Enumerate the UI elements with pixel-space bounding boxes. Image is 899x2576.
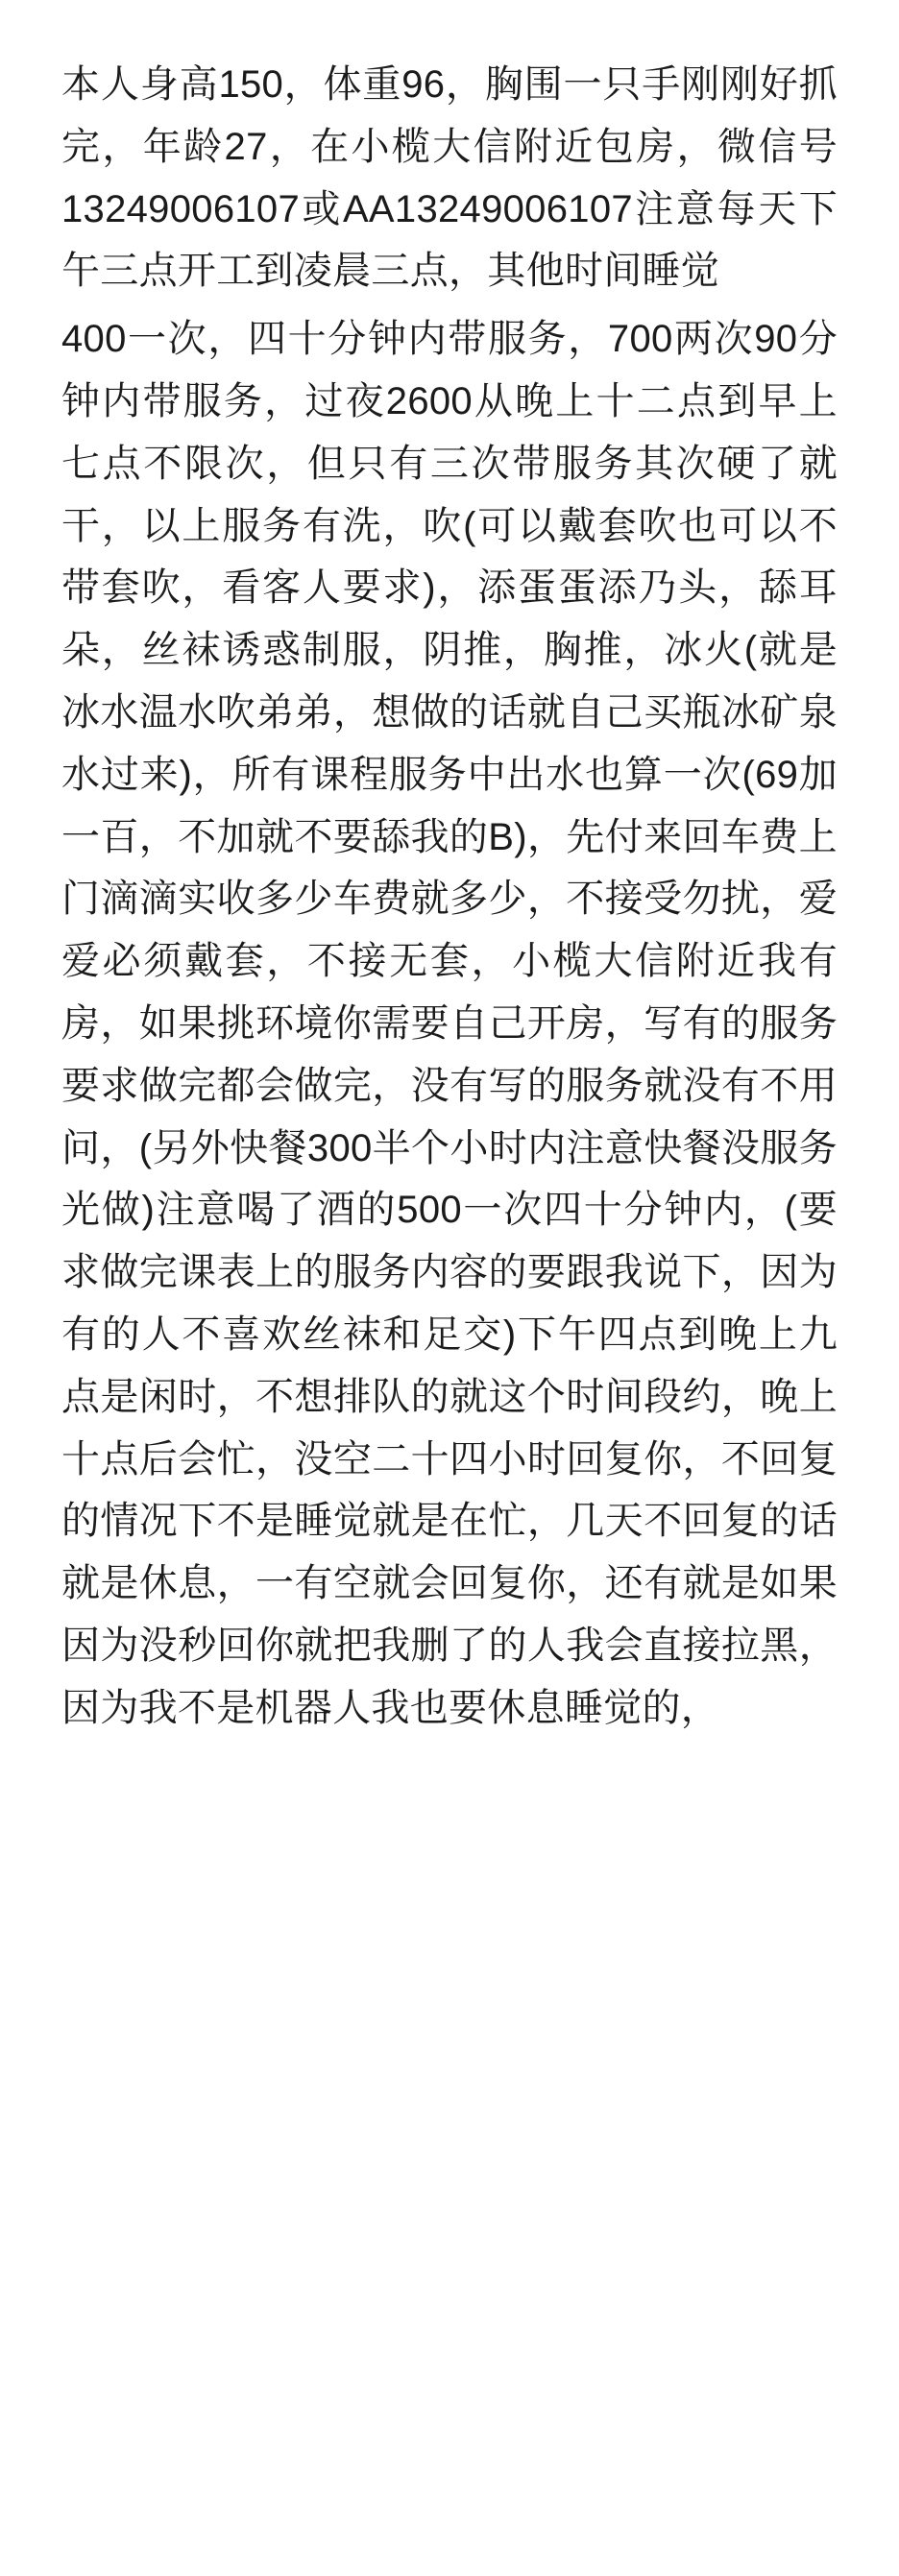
paragraph-1: 本人身高150，体重96，胸围一只手刚刚好抓完，年龄27，在小榄大信附近包房，微信号13249006107或AA13249006107注意每天下午三点开工到凌晨三点，其他时间睡觉 [61,63,838,293]
document-body [61,54,838,1740]
paragraph-2: 400一次，四十分钟内带服务，700两次90分钟内带服务，过夜2600从晚上十二点到早上七点不限次，但只有三次带服务其次硬了就干，以上服务有洗，吹(可以戴套吹也可以不带套吹，看客人要求)，添蛋蛋添乃头，舔耳朵，丝袜诱惑制服，阴推，胸推，冰火(就是冰水温水吹弟弟，想做的话就自己买瓶冰矿泉水过来)，所有课程服务中出水也算一次(69加一百，不加就不要舔我的B)，先付来回车费上门滴滴实收多少车费就多少，不接受勿扰，爱爱必须戴套，不接无套，小榄大信附近我有房，如果挑环境你需要自己开房，写有的服务要求做完都会做完，没有写的服务就没有不用问，(另外快餐300半个小时内注意快餐没服务光做)注意喝了酒的500一次四十分钟内，(要求做完课表上的服务内容的要跟我说下，因为有的人不喜欢丝袜和足交)下午四点到晚上九点是闲时，不想排队的就这个时间段约，晚上十点后会忙，没空二十四小时回复你，不回复的情况下不是睡觉就是在忙，几天不回复的话就是休息，一有空就会回复你，还有就是如果因为没秒回你就把我删了的人我会直接拉黑，因为我不是机器人我也要休息睡觉的， [61,318,838,1729]
